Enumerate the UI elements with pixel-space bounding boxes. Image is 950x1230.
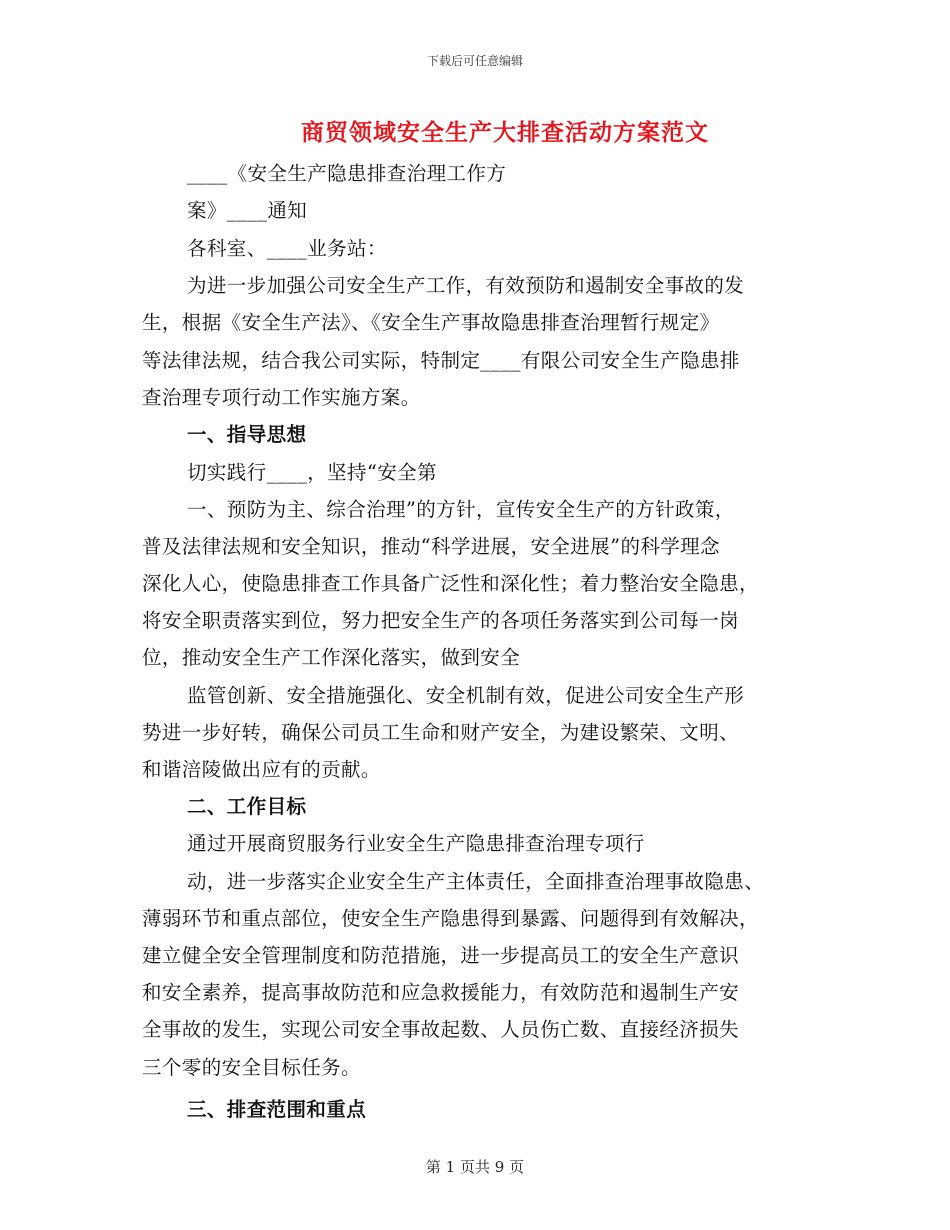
paragraph-line: 生，根据《安全生产法》、《安全生产事故隐患排查治理暂行规定》 — [142, 311, 720, 334]
paragraph-line: 一、预防为主、综合治理”的方针，宣传安全生产的方针政策， — [187, 498, 735, 521]
section-heading: 二、工作目标 — [187, 795, 307, 818]
paragraph-line: 薄弱环节和重点部位，使安全生产隐患得到暴露、问题得到有效解决， — [142, 907, 759, 930]
page-footer: 第 1 页共 9 页 — [425, 1158, 525, 1176]
paragraph-line: 和谐涪陵做出应有的贡献。 — [142, 758, 381, 781]
section-heading: 一、指导思想 — [187, 423, 307, 446]
paragraph-line: 普及法律法规和安全知识，推动“科学进展，安全进展”的科学理念 — [142, 535, 720, 558]
section-heading: 三、排查范围和重点 — [187, 1098, 367, 1121]
paragraph-line: 等法律法规，结合我公司实际，特制定____有限公司安全生产隐患排 — [142, 349, 740, 372]
paragraph-line: 建立健全安全管理制度和防范措施，进一步提高员工的安全生产意识 — [142, 944, 740, 967]
paragraph-line: 监管创新、安全措施强化、安全机制有效，促进公司安全生产形 — [187, 684, 745, 707]
document-title: 商贸领域安全生产大排查活动方案范文 — [301, 119, 709, 146]
paragraph-line: 势进一步好转，确保公司员工生命和财产安全，为建设繁荣、文明、 — [142, 721, 740, 744]
paragraph-line: 动，进一步落实企业安全生产主体责任，全面排查治理事故隐患、 — [187, 870, 765, 893]
header-note: 下载后可任意编辑 — [426, 54, 523, 68]
paragraph-line: 和安全素养，提高事故防范和应急救援能力，有效防范和遏制生产安 — [142, 981, 740, 1004]
paragraph-line: 切实践行____，坚持“安全第 — [187, 461, 437, 484]
paragraph-line: 全事故的发生，实现公司安全事故起数、人员伤亡数、直接经济损失 — [142, 1018, 740, 1041]
paragraph-line: 各科室、____业务站： — [187, 237, 387, 260]
paragraph-line: 通过开展商贸服务行业安全生产隐患排查治理专项行 — [187, 832, 645, 855]
paragraph-line: 位，推动安全生产工作深化落实，做到安全 — [142, 646, 521, 669]
paragraph-line: ____《安全生产隐患排查治理工作方 — [187, 162, 507, 185]
paragraph-line: 将安全职责落实到位，努力把安全生产的各项任务落实到公司每一岗 — [142, 609, 740, 632]
paragraph-line: 为进一步加强公司安全生产工作，有效预防和遏制安全事故的发 — [187, 274, 745, 297]
paragraph-line: 深化人心，使隐患排查工作具备广泛性和深化性；着力整治安全隐患， — [142, 572, 759, 595]
paragraph-line: 案》____通知 — [187, 199, 308, 222]
paragraph-line: 三个零的安全目标任务。 — [142, 1056, 361, 1079]
paragraph-line: 查治理专项行动工作实施方案。 — [142, 386, 421, 409]
